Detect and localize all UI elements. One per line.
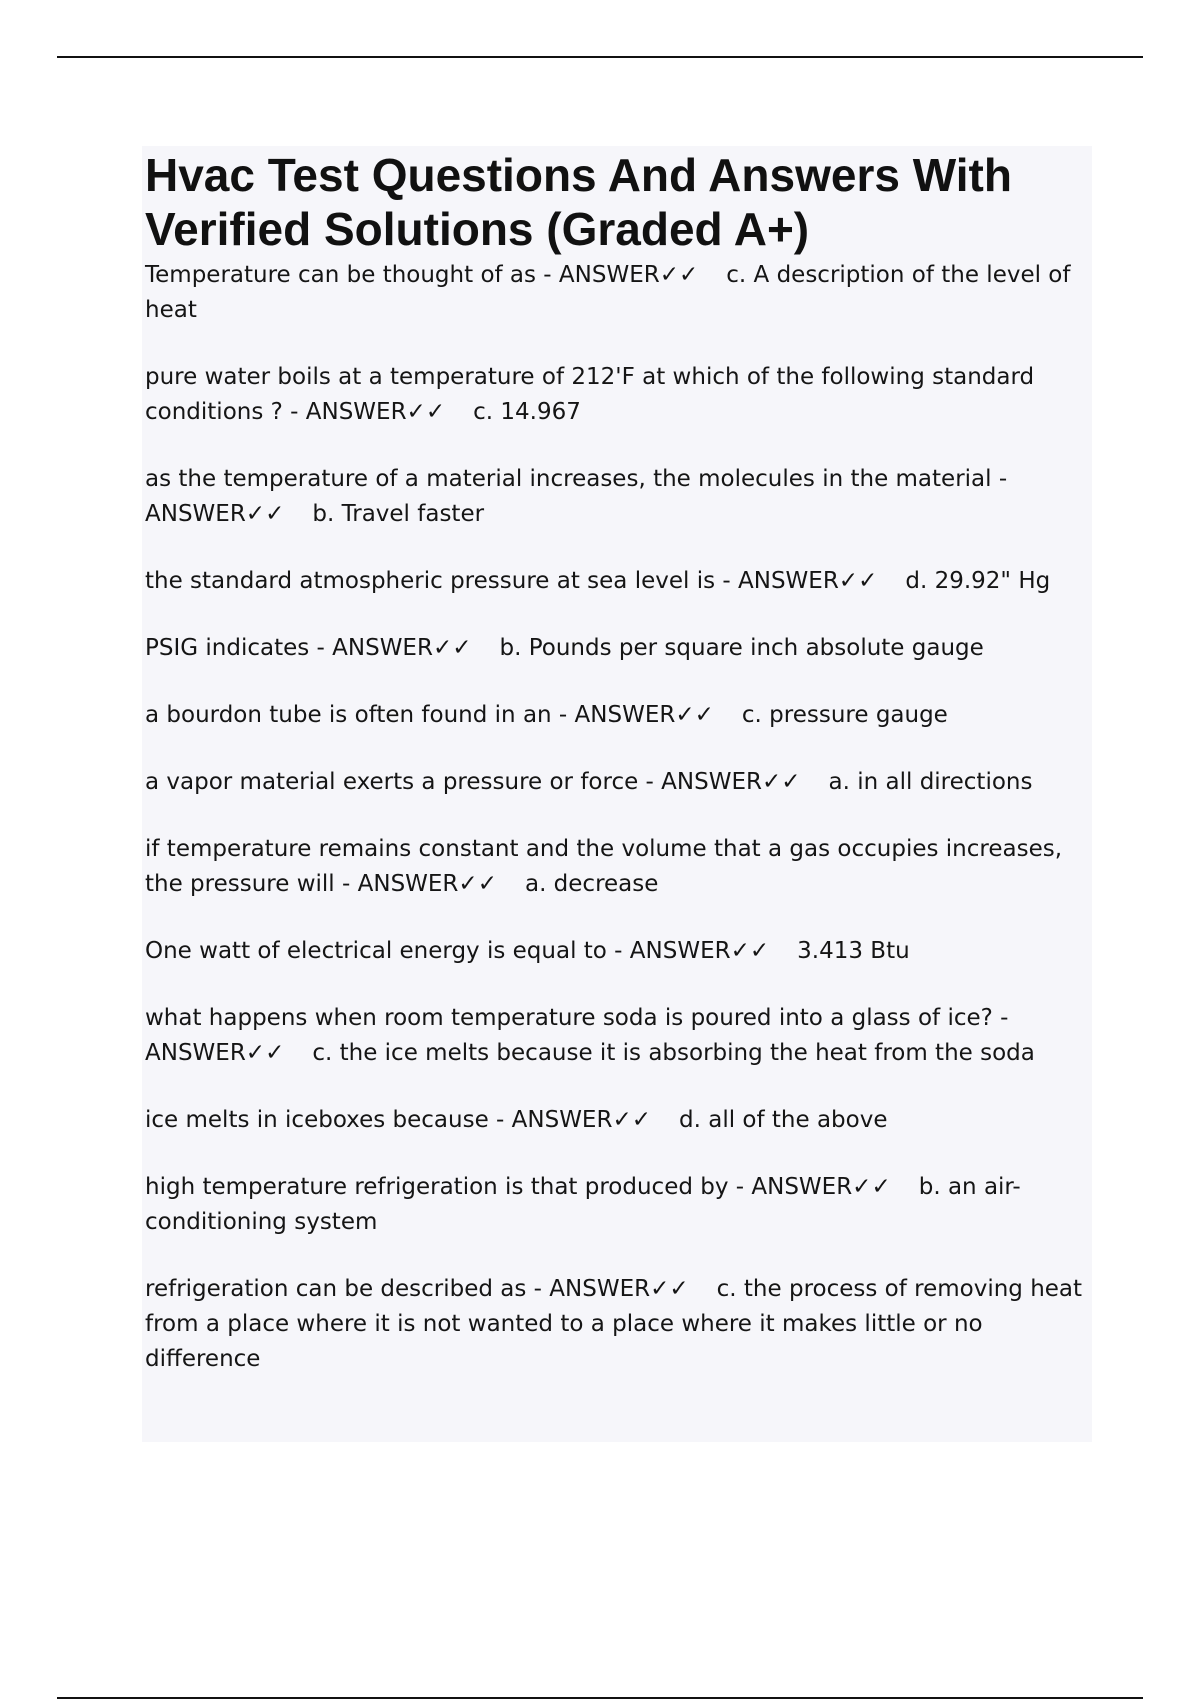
qa-item-4 — [145, 564, 1090, 599]
question-text: as the temperature of a material increases, the molecules in the material — [145, 466, 992, 492]
answer-marker: - ANSWER✓✓ — [526, 1276, 689, 1302]
question-text: a vapor material exerts a pressure or force — [145, 769, 639, 795]
answer-text: b. Pounds per square inch absolute gauge — [499, 635, 984, 661]
answer-text: b. Travel faster — [312, 501, 485, 527]
qa-item-13 — [145, 1272, 1090, 1377]
question-text: Temperature can be thought of as — [145, 262, 536, 288]
question-text: a bourdon tube is often found in an — [145, 702, 552, 728]
qa-item-3 — [145, 462, 1090, 532]
answer-marker: - ANSWER✓✓ — [334, 871, 497, 897]
answer-text: a. decrease — [524, 871, 659, 897]
question-text: One watt of electrical energy is equal to — [145, 938, 607, 964]
answer-text: c. the process of removing heat from a place where it is not wanted to a place where it makes little or no difference — [145, 1276, 1083, 1372]
question-text: the standard atmospheric pressure at sea level is — [145, 568, 716, 594]
answer-text: d. 29.92" Hg — [905, 568, 1051, 594]
answer-text: 3.413 Btu — [797, 938, 910, 964]
question-text: high temperature refrigeration is that produced by — [145, 1174, 729, 1200]
qa-item-5 — [145, 631, 1090, 666]
answer-marker: - ANSWER✓✓ — [282, 399, 446, 425]
question-text: pure water boils at a temperature of 212'F at which of the following standard conditions ? — [145, 364, 1035, 425]
answer-text: d. all of the above — [679, 1107, 888, 1133]
answer-marker: - ANSWER✓✓ — [551, 702, 714, 728]
answer-text: c. 14.967 — [473, 399, 581, 425]
top-rule — [57, 56, 1143, 58]
question-text: if temperature remains constant and the volume that a gas occupies increases, the pressure will — [145, 836, 1063, 897]
answer-text: c. pressure gauge — [741, 702, 948, 728]
answer-marker: - ANSWER✓✓ — [145, 1005, 1009, 1066]
document-title: Hvac Test Questions And Answers With Verified Solutions (Graded A+) — [145, 149, 1012, 255]
question-text: PSIG indicates — [145, 635, 310, 661]
qa-item-2 — [145, 360, 1090, 430]
qa-item-9 — [145, 934, 1090, 969]
qa-item-7 — [145, 765, 1090, 800]
answer-text: a. in all directions — [828, 769, 1033, 795]
answer-text: c. the ice melts because it is absorbing the heat from the soda — [312, 1040, 1035, 1066]
answer-marker: - ANSWER✓✓ — [145, 466, 1008, 527]
answer-text: b. an air-conditioning system — [145, 1174, 1021, 1235]
qa-item-11 — [145, 1103, 1090, 1138]
question-text: what happens when room temperature soda is poured into a glass of ice? — [145, 1005, 993, 1031]
answer-marker: - ANSWER✓✓ — [309, 635, 472, 661]
qa-item-8 — [145, 832, 1090, 902]
answer-marker: - ANSWER✓✓ — [638, 769, 801, 795]
question-text: refrigeration can be described as — [145, 1276, 527, 1302]
qa-item-12 — [145, 1170, 1090, 1240]
bottom-rule — [57, 1697, 1143, 1699]
answer-marker: - ANSWER✓✓ — [488, 1107, 651, 1133]
question-text: ice melts in iceboxes because — [145, 1107, 489, 1133]
answer-marker: - ANSWER✓✓ — [536, 262, 699, 288]
answer-marker: - ANSWER✓✓ — [606, 938, 770, 964]
qa-item-6 — [145, 698, 1090, 733]
answer-marker: - ANSWER✓✓ — [715, 568, 878, 594]
qa-item-1 — [145, 258, 1090, 328]
document-body — [142, 146, 1092, 1442]
answer-text: c. A description of the level of heat — [145, 262, 1071, 323]
qa-item-10 — [145, 1001, 1090, 1071]
answer-marker: - ANSWER✓✓ — [728, 1174, 891, 1200]
